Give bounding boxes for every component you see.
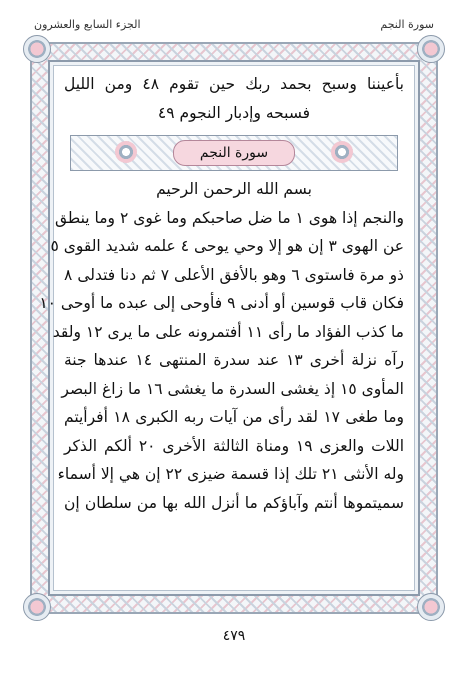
- text-line: ذو مرة فاستوى ٦ وهو بالأفق الأعلى ٧ ثم دنا فتدلى ٨: [64, 265, 404, 284]
- text-line: ما كذب الفؤاد ما رأى ١١ أفتمرونه على ما يرى ١٢ ولقد: [52, 322, 404, 341]
- text-line: وما طغى ١٧ لقد رأى من آيات ربه الكبرى ١٨ أفرأيتم: [64, 408, 404, 426]
- corner-ornament-icon: [417, 593, 445, 621]
- quran-text-body: [39, 70, 405, 586]
- text-line: سميتموها أنتم وآباؤكم ما أنزل الله بها من سلطان إن: [64, 493, 404, 512]
- juz-name-header: الجزء السابع والعشرون: [34, 18, 141, 31]
- text-line: بأعيننا وسبح بحمد ربك حين تقوم ٤٨ ومن الليل: [64, 75, 404, 93]
- text-line: فسبحه وإدبار النجوم ٤٩: [157, 103, 311, 122]
- surah-title: سورة النجم: [173, 140, 295, 166]
- text-line: اللات والعزى ١٩ ومناة الثالثة الأخرى ٢٠ ألكم الذكر: [64, 436, 405, 455]
- rosette-icon: [331, 141, 353, 163]
- rosette-icon: [115, 141, 137, 163]
- text-line: فكان قاب قوسين أو أدنى ٩ فأوحى إلى عبده ما أوحى ١٠: [39, 294, 404, 312]
- corner-ornament-icon: [23, 593, 51, 621]
- surah-name-header: سورة النجم: [380, 18, 434, 31]
- corner-ornament-icon: [23, 35, 51, 63]
- text-line: وله الأنثى ٢١ تلك إذا قسمة ضيزى ٢٢ إن هي إلا أسماء: [57, 465, 404, 483]
- text-line: رآه نزلة أخرى ١٣ عند سدرة المنتهى ١٤ عندها جنة: [64, 351, 404, 369]
- text-line: والنجم إذا هوى ١ ما ضل صاحبكم وما غوى ٢ وما ينطق: [54, 208, 404, 227]
- page-ornamental-frame: [30, 42, 438, 614]
- text-line: المأوى ١٥ إذ يغشى السدرة ما يغشى ١٦ ما زاغ البصر: [61, 379, 404, 398]
- text-panel: [39, 60, 420, 596]
- surah-title-banner: [70, 135, 398, 171]
- text-line: عن الهوى ٣ إن هو إلا وحي يوحى ٤ علمه شديد القوى ٥: [50, 237, 404, 255]
- basmala: بسم الله الرحمن الرحيم: [156, 180, 312, 198]
- corner-ornament-icon: [417, 35, 445, 63]
- page-number: ٤٧٩: [222, 628, 246, 644]
